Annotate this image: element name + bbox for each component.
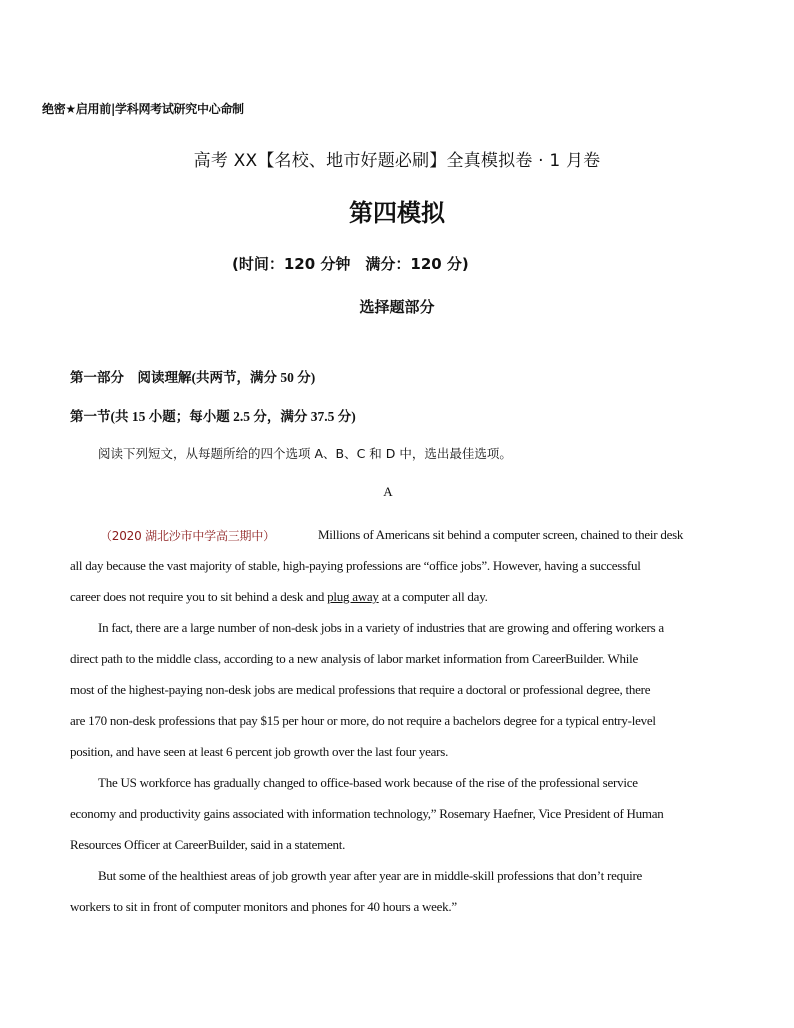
exam-series-title: 高考 XX【名校、地市好题必刷】全真模拟卷 · 1 月卷 (193, 151, 601, 171)
paragraph-line: all day because the vast majority of stable, high-paying professions are “office jobs”. However, having a successful (70, 558, 641, 573)
paragraph-line: most of the highest-paying non-desk jobs are medical professions that require a doctoral or professional degree, there (70, 682, 651, 697)
paragraph-line: workers to sit in front of computer monitors and phones for 40 hours a week.” (70, 899, 457, 914)
paragraph-line: position, and have seen at least 6 percent job growth over the last four years. (70, 744, 449, 759)
paragraph-line: Millions of Americans sit behind a computer screen, chained to their desk (318, 527, 684, 542)
section-heading: 选择题部分 (359, 298, 435, 316)
paragraph-text: at a computer all day. (378, 589, 488, 604)
paragraph-line: are 170 non-desk professions that pay $15 per hour or more, do not require a bachelors degree for a typical entry-level (70, 713, 656, 728)
source-tag: （2020 湖北沙市中学高三期中） (100, 529, 275, 543)
paragraph-line: But some of the healthiest areas of job growth year after year are in middle-skill professions that don’t require (98, 868, 643, 883)
confidential-note: 绝密★启用前|学科网考试研究中心命制 (42, 102, 244, 116)
passage-label: A (383, 484, 393, 499)
paragraph-line: economy and productivity gains associated with information technology,” Rosemary Haefner, Vice President of Human (70, 806, 664, 821)
instructions: 阅读下列短文，从每题所给的四个选项 A、B、C 和 D 中，选出最佳选项。 (98, 446, 512, 461)
paragraph-line: Resources Officer at CareerBuilder, said in a statement. (70, 837, 346, 852)
exam-title: 第四模拟 (349, 199, 445, 227)
paragraph-line: In fact, there are a large number of non-desk jobs in a variety of industries that are growing and offering workers a (98, 620, 664, 635)
paragraph-text: career does not require you to sit behind a desk and (70, 589, 328, 604)
subsection-heading: 第一节(共 15 小题；每小题 2.5 分，满分 37.5 分) (70, 409, 356, 424)
paragraph-line: direct path to the middle class, according to a new analysis of labor market information from CareerBuilder. While (70, 651, 638, 666)
paragraph-line (70, 589, 488, 605)
exam-time-info: (时间：120 分钟 满分：120 分) (232, 255, 469, 273)
underlined-phrase: plug away (327, 589, 379, 604)
part-heading: 第一部分 阅读理解(共两节，满分 50 分) (70, 370, 316, 385)
paragraph-line: The US workforce has gradually changed to office-based work because of the rise of the professional service (98, 775, 638, 790)
